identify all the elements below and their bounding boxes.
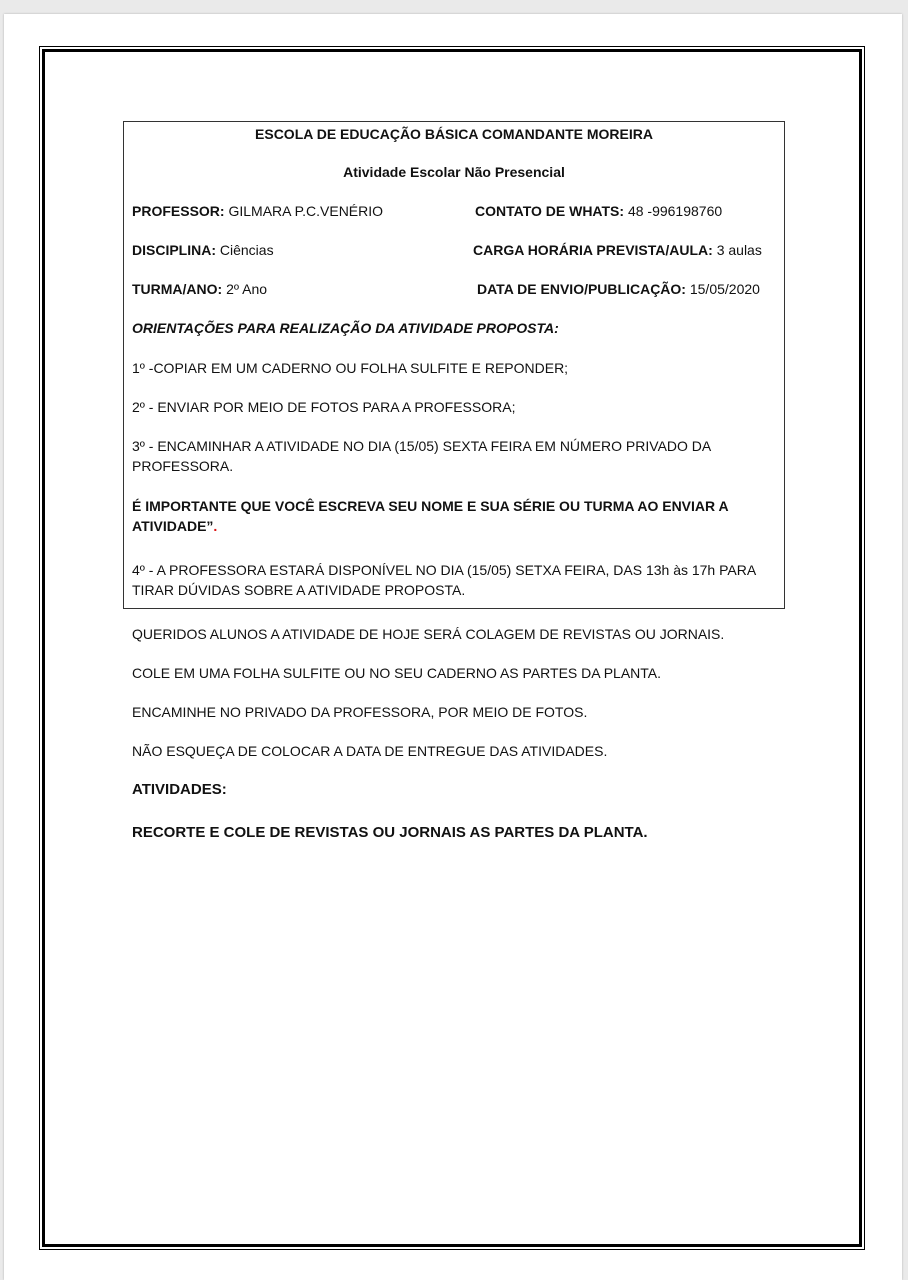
guideline-step-1: 1º -COPIAR EM UM CADERNO OU FOLHA SULFITE E REPONDER; [132, 360, 569, 376]
class-value: 2º Ano [222, 281, 268, 297]
important-note [132, 496, 772, 536]
important-text: É IMPORTANTE QUE VOCÊ ESCREVA SEU NOME E SUA SÉRIE OU TURMA AO ENVIAR A ATIVIDADE” [132, 498, 729, 534]
workload-label: CARGA HORÁRIA PREVISTA/AULA: [473, 242, 713, 258]
contact-label: CONTATO DE WHATS: [475, 203, 625, 219]
activity-instruction: RECORTE E COLE DE REVISTAS OU JORNAIS AS PARTES DA PLANTA. [132, 824, 648, 841]
teacher-line [132, 201, 383, 221]
teacher-label: PROFESSOR: [132, 203, 225, 219]
school-name: ESCOLA DE EDUCAÇÃO BÁSICA COMANDANTE MOREIRA [255, 126, 653, 142]
class-line [132, 279, 267, 299]
subject-line [132, 240, 274, 260]
class-label: TURMA/ANO: [132, 281, 223, 297]
teacher-value: GILMARA P.C.VENÉRIO [224, 203, 384, 219]
body-line-1: QUERIDOS ALUNOS A ATIVIDADE DE HOJE SERÁ COLAGEM DE REVISTAS OU JORNAIS. [132, 626, 725, 642]
subject-label: DISCIPLINA: [132, 242, 216, 258]
date-value: 15/05/2020 [685, 281, 760, 297]
workload-value: 3 aulas [712, 242, 762, 258]
subject-value: Ciências [216, 242, 274, 258]
guideline-step-3: 3º - ENCAMINHAR A ATIVIDADE NO DIA (15/05) SEXTA FEIRA EM NÚMERO PRIVADO DA PROFESSORA. [132, 438, 711, 474]
activities-heading: ATIVIDADES: [132, 781, 227, 798]
date-label: DATA DE ENVIO/PUBLICAÇÃO: [477, 281, 686, 297]
contact-line [475, 201, 722, 221]
activity-type: Atividade Escolar Não Presencial [343, 164, 565, 180]
document-page [4, 14, 902, 1280]
important-mark: . [213, 518, 218, 534]
contact-value: 48 -996198760 [624, 203, 723, 219]
date-line [477, 279, 760, 299]
body-line-2: COLE EM UMA FOLHA SULFITE OU NO SEU CADERNO AS PARTES DA PLANTA. [132, 665, 662, 681]
body-line-4: NÃO ESQUEÇA DE COLOCAR A DATA DE ENTREGUE DAS ATIVIDADES. [132, 743, 608, 759]
workload-line [473, 240, 762, 260]
guidelines-title: ORIENTAÇÕES PARA REALIZAÇÃO DA ATIVIDADE PROPOSTA: [132, 320, 559, 336]
guideline-step-2: 2º - ENVIAR POR MEIO DE FOTOS PARA A PROFESSORA; [132, 399, 516, 415]
guideline-step-4: 4º - A PROFESSORA ESTARÁ DISPONÍVEL NO DIA (15/05) SETXA FEIRA, DAS 13h às 17h PARA TIRAR DÚVIDAS SOBRE A ATIVIDADE PROPOSTA. [132, 562, 756, 598]
body-line-3: ENCAMINHE NO PRIVADO DA PROFESSORA, POR MEIO DE FOTOS. [132, 704, 588, 720]
